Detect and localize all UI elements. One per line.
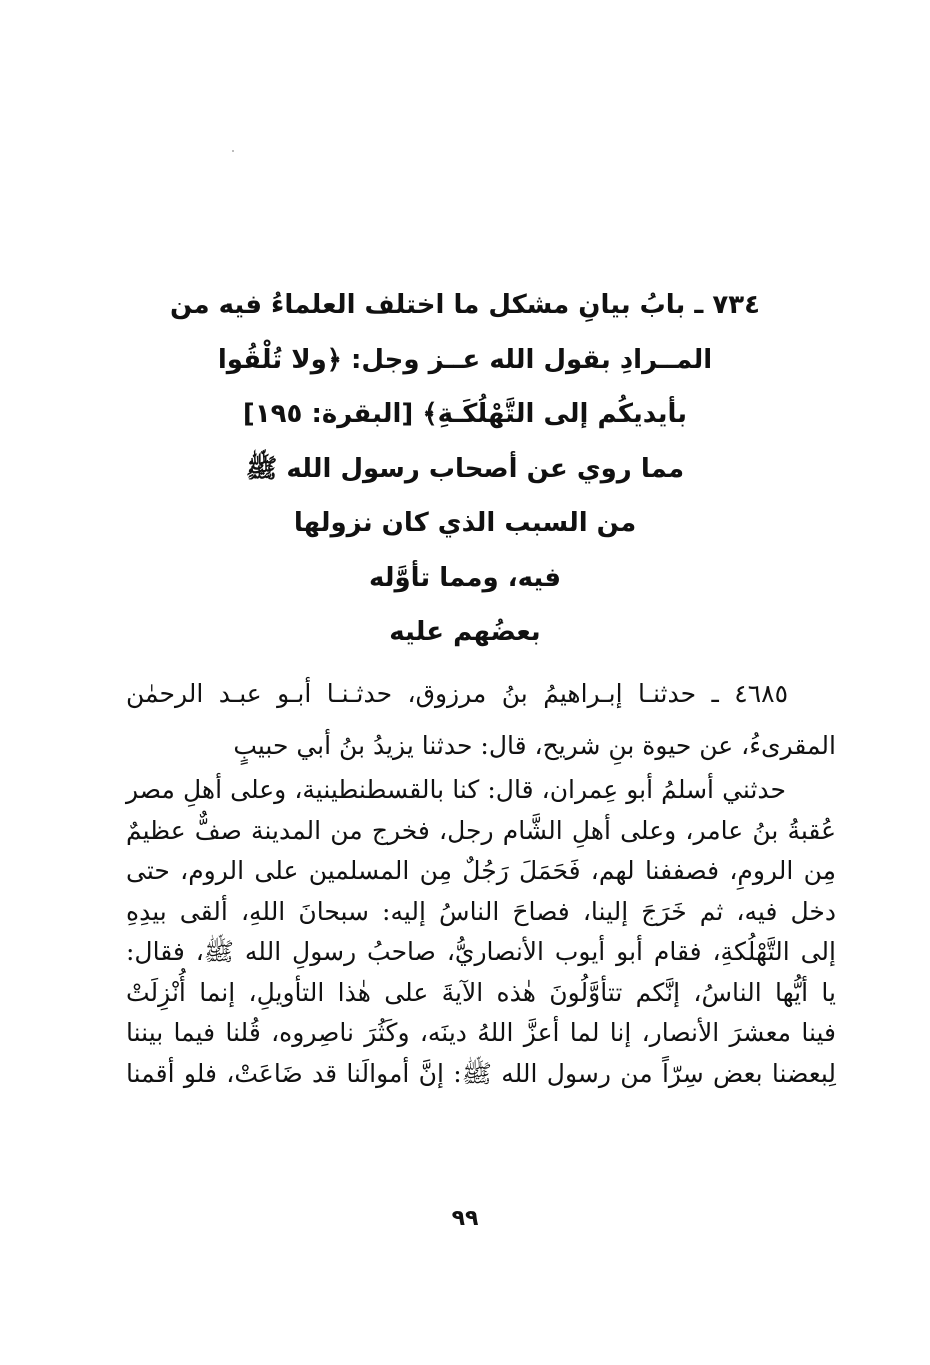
hadith-line: لِبعضنا بعض سِرّاً من رسول الله ﷺ: إنَّ أموالَنا قد ضَاعَتْ، فلو أقمنا: [126, 1058, 836, 1088]
hadith-paragraph: [126, 770, 836, 1094]
heading-line: فيه، ومما تأوَّله: [368, 562, 562, 593]
hadith-line: فينا معشرَ الأنصار، إنا لما أعزَّ اللهُ دينَه، وكَثُرَ ناصِروه، قُلنا فيما بيننا: [126, 1018, 836, 1047]
heading-line: من السبب الذي كان نزولها: [293, 508, 637, 538]
hadith-line: مِن الرومِ، فصففنا لهم، فَحَمَلَ رَجُلٌ مِن المسلمين على الروم، حتى: [126, 856, 836, 885]
heading-line: ٧٣٤ ـ بابُ بيانِ مشكل ما اختلف العلماءُ فيه من: [170, 290, 760, 320]
hadith-line: دخل فيه، ثم خَرَجَ إلينا، فصاحَ الناسُ إليه: سبحانَ اللهِ، ألقى بيدِهِ: [126, 896, 836, 926]
hadith-line: يا أيُّها الناسُ، إنَّكم تتأوَّلُونَ هٰذه الآيةَ على هٰذا التأويلِ، إنما أُنْزِلَتْ: [126, 977, 836, 1007]
isnad-paragraph: [126, 668, 836, 772]
isnad-line: المقرىءُ، عن حيوة بنِ شريح، قال: حدثنا يزيدُ بنُ أبي حبيبٍ: [233, 731, 836, 760]
heading-line: بعضُهم عليه: [389, 617, 541, 647]
chapter-heading: [150, 278, 780, 660]
hadith-line: إلى التَّهْلُكةِ، فقام أبو أيوب الأنصاريُّ، صاحبُ رسولِ الله ﷺ، فقال:: [126, 937, 836, 966]
page-number: ٩٩: [451, 1206, 479, 1231]
hadith-line: حدثني أسلمُ أبو عِمران، قال: كنا بالقسطنطينية، وعلى أهلِ مصر: [126, 775, 786, 804]
heading-line: مما روي عن أصحاب رسول الله ﷺ: [245, 453, 685, 484]
heading-line: المــرادِ بقول الله عــز وجل: ﴿ولا تُلْقُوا: [217, 344, 713, 375]
isnad-line: ٤٦٨٥ ـ حدثنـا إبـراهيمُ بنُ مرزوق، حدثـنـا أبـو عبـد الرحمٰن: [126, 679, 788, 708]
scan-speck: [232, 150, 234, 152]
heading-line: بأيديكُم إلى التَّهْلُكَـةِ﴾ [البقرة: ١٩٥]: [242, 399, 688, 429]
hadith-line: عُقبةُ بنُ عامر، وعلى أهلِ الشَّام رجل، فخرج من المدينة صفٌّ عظيمٌ: [126, 815, 836, 845]
